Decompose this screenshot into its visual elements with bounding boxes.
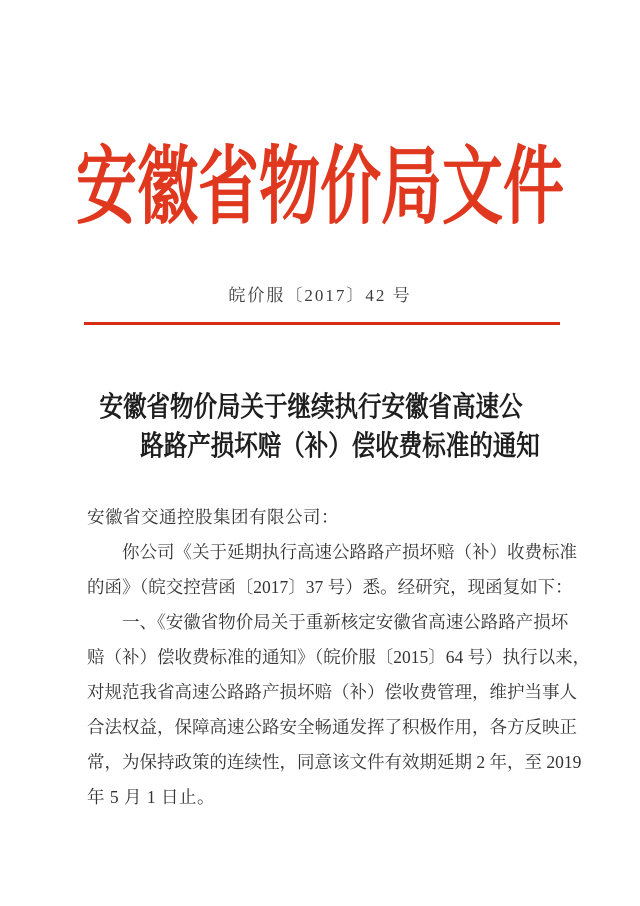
document-title-line-1: 安徽省物价局关于继续执行安徽省高速公 <box>99 392 523 424</box>
document-number: 皖价服〔2017〕42 号 <box>228 286 412 305</box>
document-body <box>87 500 591 815</box>
paragraph-2-line-6: 年 5 月 1 日止。 <box>87 787 215 807</box>
document-title-line-2: 路路产损坏赔（补）偿收费标准的通知 <box>140 431 540 463</box>
paragraph-2-line-4: 合法权益，保障高速公路安全畅通发挥了积极作用，各方反映正 <box>87 717 577 737</box>
paragraph-1-line-2: 的函》（皖交控营函〔2017〕37 号）悉。经研究，现函复如下： <box>87 577 573 597</box>
paragraph-2-line-1: 一、《安徽省物价局关于重新核定安徽省高速公路路产损坏 <box>122 612 569 632</box>
paragraph-2-line-5: 常，为保持政策的连续性，同意该文件有效期延期 2 年，至 2019 <box>87 752 582 772</box>
paragraph-2-line-2: 赔（补）偿收费标准的通知》（皖价服〔2015〕64 号）执行以来， <box>87 647 591 667</box>
agency-header-title: 安徽省物价局文件 <box>75 141 564 236</box>
red-divider-line <box>84 322 560 325</box>
recipient-greeting: 安徽省交通控股集团有限公司： <box>87 507 339 527</box>
document-title <box>0 389 640 467</box>
paragraph-2-line-3: 对规范我省高速公路路产损坏赔（补）偿收费管理，维护当事人 <box>87 682 577 702</box>
paragraph-1-line-1: 你公司《关于延期执行高速公路路产损坏赔（补）收费标准 <box>122 542 577 562</box>
